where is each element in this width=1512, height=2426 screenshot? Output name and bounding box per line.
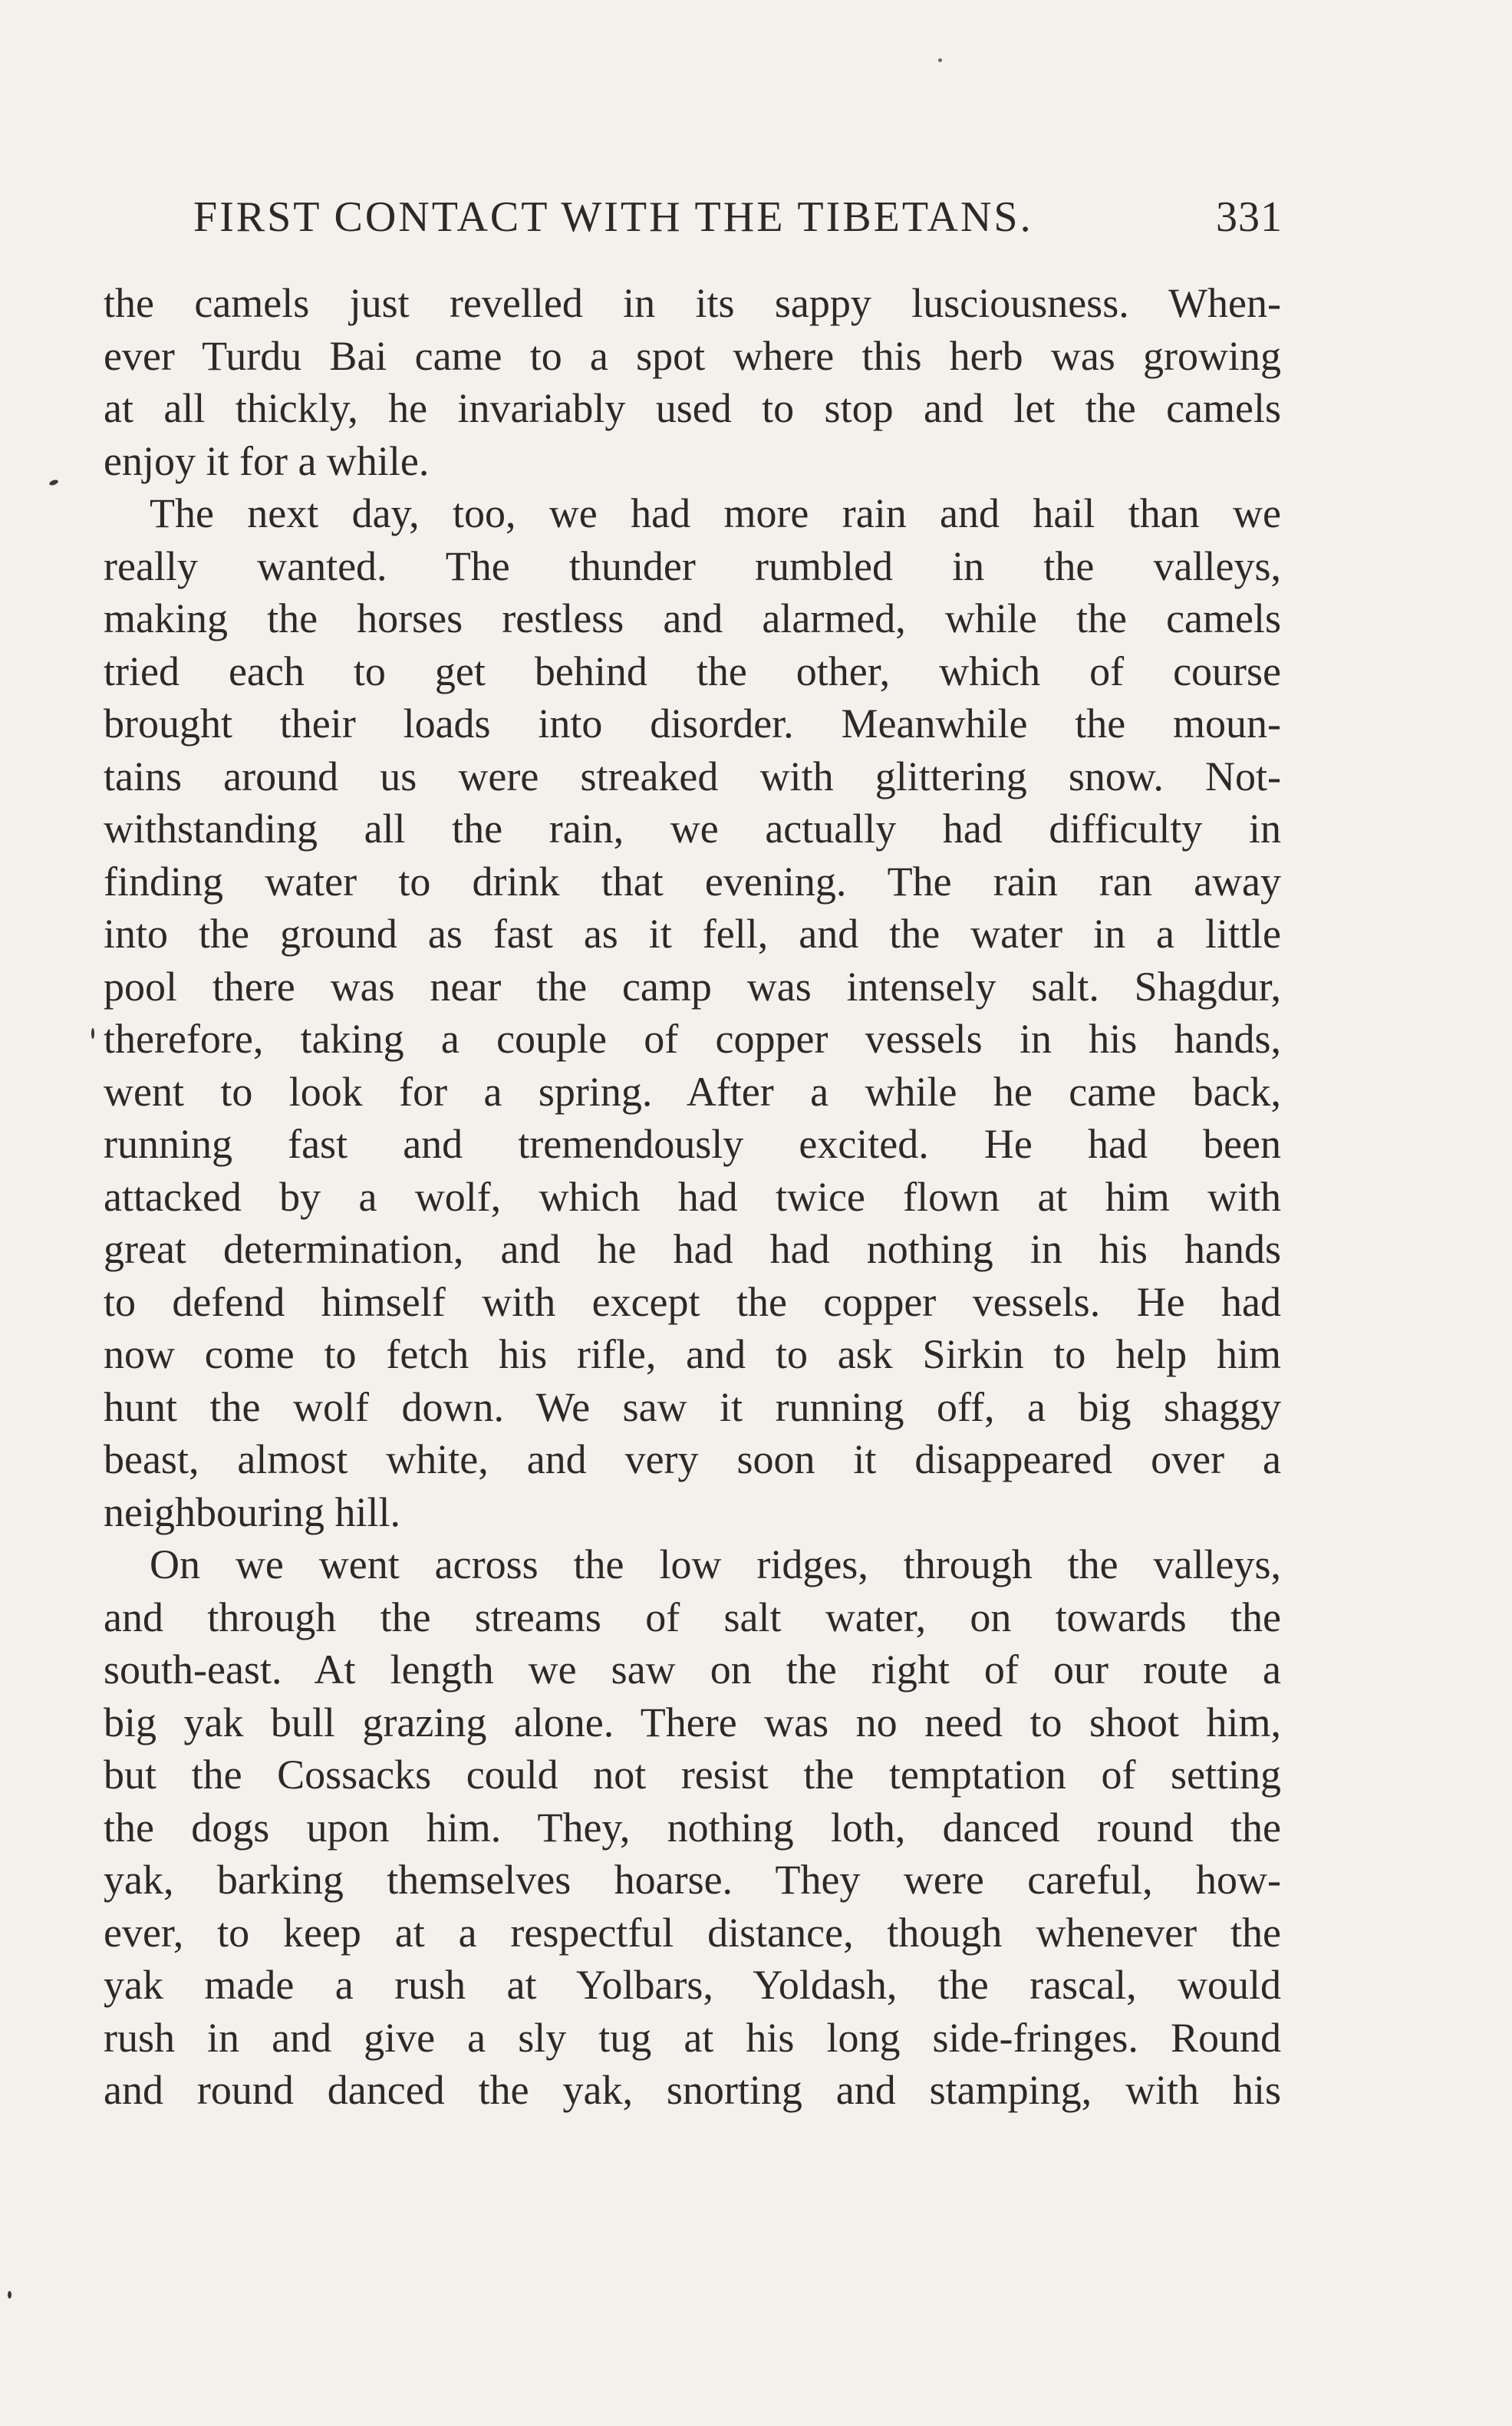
text-line: went to look for a spring. After a while he came back, bbox=[104, 1068, 1281, 1115]
text-line: great determination, and he had had nothing in his hands bbox=[104, 1226, 1281, 1272]
paper-speck bbox=[938, 58, 942, 62]
text-line: big yak bull grazing alone. There was no need to shoot him, bbox=[104, 1699, 1281, 1745]
running-title: FIRST CONTACT WITH THE TIBETANS. bbox=[193, 193, 1033, 241]
text-line: ever Turdu Bai came to a spot where this herb was growing bbox=[104, 332, 1281, 379]
text-line: ever, to keep at a respectful distance, though whenever the bbox=[104, 1909, 1281, 1956]
text-line: neighbouring hill. bbox=[104, 1488, 400, 1535]
text-line: and round danced the yak, snorting and stamping, with his bbox=[104, 2067, 1281, 2113]
text-line: the camels just revelled in its sappy lusciousness. When- bbox=[104, 280, 1281, 326]
text-line: making the horses restless and alarmed, while the camels bbox=[104, 595, 1281, 641]
paper-speck bbox=[8, 2291, 12, 2299]
text-line: into the ground as fast as it fell, and the water in a little bbox=[104, 911, 1281, 957]
text-line: the dogs upon him. They, nothing loth, danced round the bbox=[104, 1804, 1281, 1851]
text-line: yak, barking themselves hoarse. They were careful, how- bbox=[104, 1857, 1281, 1903]
text-line: enjoy it for a while. bbox=[104, 437, 430, 484]
text-line: finding water to drink that evening. The rain ran away bbox=[104, 858, 1281, 905]
body-text bbox=[104, 277, 1281, 2117]
paragraph-start-line: The next day, too, we had more rain and hail than we bbox=[150, 490, 1281, 536]
running-head bbox=[193, 190, 1283, 244]
text-line: to defend himself with except the copper vessels. He had bbox=[104, 1278, 1281, 1325]
text-line: and through the streams of salt water, on towards the bbox=[104, 1594, 1281, 1640]
text-line: really wanted. The thunder rumbled in the valleys, bbox=[104, 542, 1281, 589]
text-line: withstanding all the rain, we actually had difficulty in bbox=[104, 806, 1281, 852]
text-line: beast, almost white, and very soon it disappeared over a bbox=[104, 1436, 1281, 1482]
text-line: attacked by a wolf, which had twice flown at him with bbox=[104, 1173, 1281, 1220]
text-line: therefore, taking a couple of copper vessels in his hands, bbox=[104, 1016, 1281, 1062]
text-line: tains around us were streaked with glittering snow. Not- bbox=[104, 753, 1281, 799]
text-line: pool there was near the camp was intensely salt. Shagdur, bbox=[104, 963, 1281, 1010]
text-line: at all thickly, he invariably used to stop and let the camels bbox=[104, 385, 1281, 431]
paper-speck bbox=[91, 1028, 94, 1039]
paragraph-start-line: On we went across the low ridges, through the valleys, bbox=[150, 1541, 1281, 1587]
text-line: hunt the wolf down. We saw it running off, a big shaggy bbox=[104, 1383, 1281, 1430]
text-line: tried each to get behind the other, which of course bbox=[104, 648, 1281, 694]
text-line: running fast and tremendously excited. He had been bbox=[104, 1121, 1281, 1167]
paper-speck bbox=[48, 479, 58, 486]
text-line: but the Cossacks could not resist the temptation of setting bbox=[104, 1752, 1281, 1798]
text-line: rush in and give a sly tug at his long side-fringes. Round bbox=[104, 2014, 1281, 2061]
text-line: now come to fetch his rifle, and to ask Sirkin to help him bbox=[104, 1331, 1281, 1377]
text-line: brought their loads into disorder. Meanwhile the moun- bbox=[104, 700, 1281, 747]
text-line: south-east. At length we saw on the right of our route a bbox=[104, 1646, 1281, 1693]
text-line: yak made a rush at Yolbars, Yoldash, the rascal, would bbox=[104, 1962, 1281, 2008]
page-number: 331 bbox=[1216, 193, 1283, 241]
